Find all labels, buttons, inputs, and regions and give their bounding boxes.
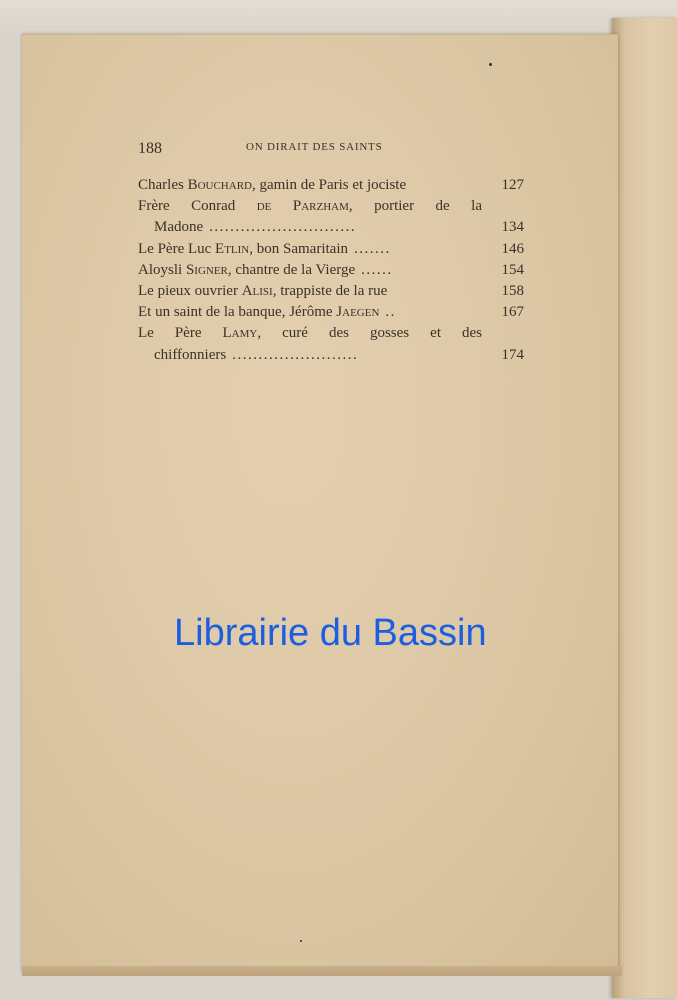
toc-entry-text	[138, 175, 482, 196]
toc-text: Le pieux ouvrier	[138, 283, 242, 300]
toc-entry	[138, 196, 524, 238]
toc-entry	[138, 302, 524, 323]
toc-dot-leader: .......	[354, 240, 391, 257]
toc-entry	[138, 239, 524, 260]
toc-text: , curé des gosses et des	[257, 325, 482, 342]
toc-text: Le Père	[138, 325, 223, 342]
toc-entry-title	[138, 283, 387, 299]
toc-line	[138, 345, 524, 366]
watermark: Librairie du Bassin	[174, 612, 487, 654]
toc-entry-text	[154, 217, 482, 238]
toc-text: Frère Conrad	[138, 198, 257, 215]
toc-line	[138, 260, 524, 281]
toc-text: , gamin de Paris et jociste	[251, 177, 407, 193]
toc-page-number: 134	[501, 219, 524, 236]
toc-dot-leader: ......	[361, 261, 393, 278]
toc-entry-title	[138, 325, 482, 341]
toc-line	[138, 175, 524, 196]
toc-entry-text	[138, 323, 482, 344]
toc-page-number: 174	[501, 346, 524, 363]
toc-entry-title	[154, 347, 226, 363]
toc-name-small-caps: Alisi	[241, 283, 273, 300]
toc-line	[138, 239, 524, 260]
toc-entry	[138, 323, 524, 365]
paper-speck	[489, 63, 492, 66]
toc-entry-text	[154, 345, 482, 366]
toc-line	[138, 281, 524, 302]
table-of-contents	[138, 175, 524, 366]
toc-text: , chantre de la Vierge	[227, 261, 356, 278]
toc-line	[138, 302, 524, 323]
toc-entry-text	[138, 302, 482, 323]
toc-entry	[138, 260, 524, 281]
toc-entry-title	[138, 198, 482, 214]
toc-entry-text	[138, 239, 482, 260]
toc-dot-leader: ..	[385, 304, 396, 321]
toc-entry-title	[154, 219, 203, 235]
toc-name-small-caps: de Parzham	[256, 198, 349, 215]
toc-text: , trappiste de la rue	[272, 283, 388, 300]
toc-dot-leader: ............................	[209, 219, 357, 236]
toc-text: Charles	[138, 177, 188, 193]
toc-text: , bon Samaritain	[249, 240, 348, 257]
toc-text: Le Père Luc	[138, 240, 216, 257]
toc-page-number: 146	[501, 240, 524, 257]
toc-text: chiffonniers	[154, 346, 227, 363]
toc-name-small-caps: Lamy	[222, 325, 258, 342]
page-number: 188	[138, 140, 162, 157]
toc-text: Et un saint de la banque, Jérôme	[138, 304, 337, 321]
toc-dot-leader: ........................	[232, 346, 359, 363]
toc-entry	[138, 175, 524, 196]
toc-page-number: 127	[501, 177, 524, 193]
next-page-edge	[612, 18, 677, 998]
toc-page-number: 158	[501, 283, 524, 300]
toc-line	[138, 217, 524, 238]
toc-text: , portier de la	[348, 198, 482, 215]
toc-page-number: 167	[501, 304, 524, 321]
toc-name-small-caps: Jaegen	[336, 304, 380, 321]
toc-name-small-caps: Bouchard	[187, 177, 252, 193]
toc-entry-title	[138, 177, 406, 193]
toc-name-small-caps: Etlin	[215, 240, 250, 257]
toc-text: Madone	[154, 219, 204, 236]
toc-page-number: 154	[501, 261, 524, 278]
toc-text: Aloysli	[138, 261, 186, 278]
toc-entry-title	[138, 241, 348, 257]
running-title: ON DIRAIT DES SAINTS	[246, 141, 383, 153]
page-bottom-edge	[22, 966, 622, 976]
toc-entry-text	[138, 260, 482, 281]
toc-entry-title	[138, 262, 355, 278]
toc-line	[138, 323, 524, 344]
toc-entry-text	[138, 281, 482, 302]
paper-speck	[300, 940, 302, 942]
toc-entry	[138, 281, 524, 302]
toc-name-small-caps: Signer	[185, 261, 228, 278]
toc-line	[138, 196, 524, 217]
toc-entry-title	[138, 304, 379, 320]
toc-entry-text	[138, 196, 482, 217]
